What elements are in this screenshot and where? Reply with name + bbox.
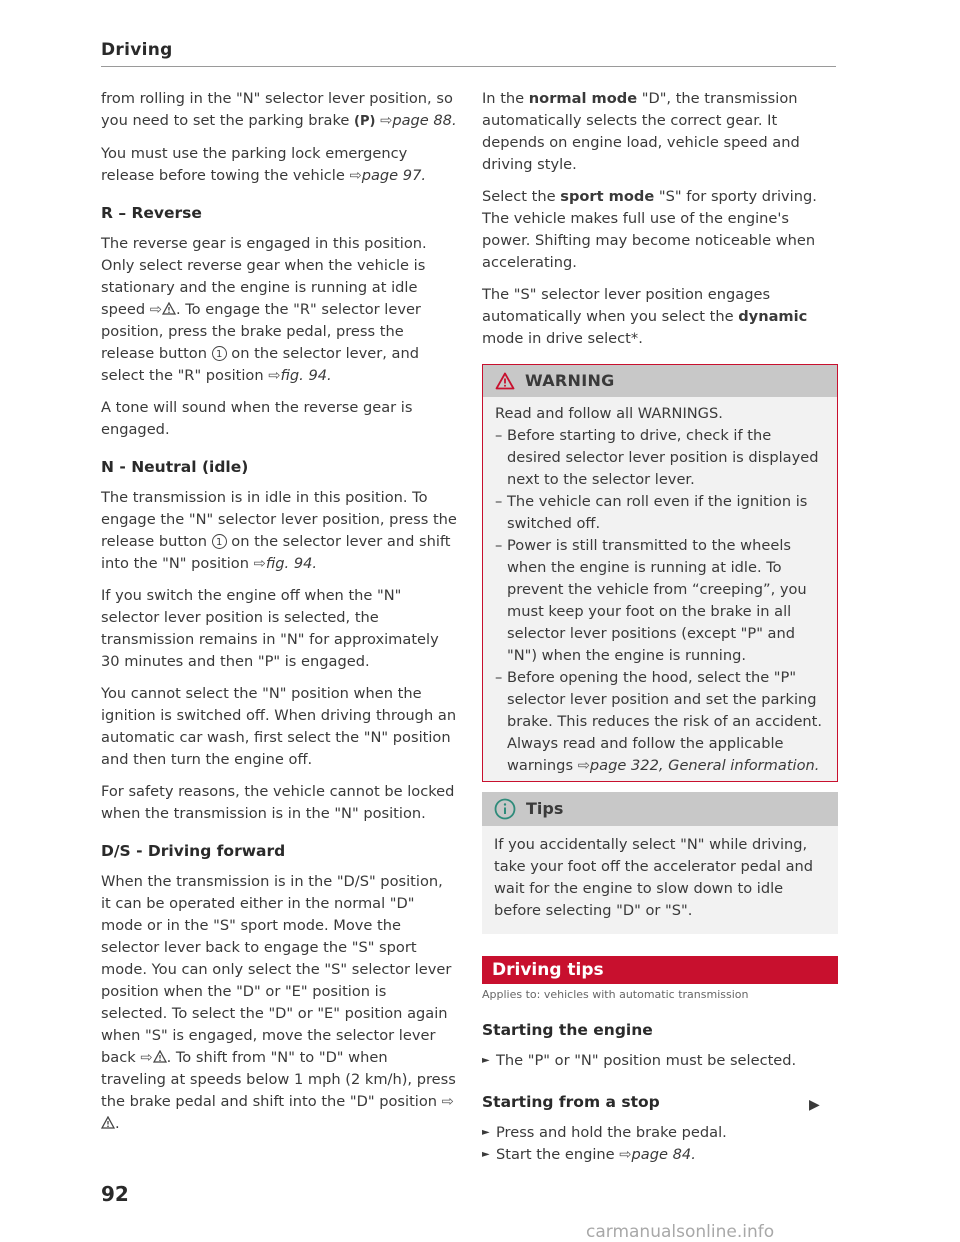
warning-triangle-icon[interactable] — [153, 1050, 167, 1063]
arrow-icon: ⇨ — [380, 112, 393, 129]
warning-box — [482, 364, 838, 782]
list-item: ► The "P" or "N" position must be selected. — [482, 1050, 838, 1072]
list-item: ► Press and hold the brake pedal. — [482, 1122, 838, 1144]
warning-intro: Read and follow all WARNINGS. — [495, 405, 723, 422]
paragraph: You must use the parking lock emergency release before towing the vehicle ⇨page 97. — [101, 145, 426, 184]
list-item: – Before starting to drive, check if the desired selector lever position is displayed next to the selector lever. — [495, 425, 825, 491]
arrow-icon: ⇨ — [140, 1049, 153, 1066]
section-title: Driving — [101, 40, 173, 60]
page-ref-link[interactable]: page 88. — [392, 112, 457, 129]
heading-starting-engine: Starting the engine — [482, 1021, 653, 1039]
paragraph: from rolling in the "N" selector lever position, so you need to set the parking brake (P) ⇨page 88. — [101, 90, 457, 129]
arrow-icon: ⇨ — [268, 367, 281, 384]
tips-body — [482, 826, 838, 934]
heading-reverse: R – Reverse — [101, 204, 202, 222]
warning-triangle-icon — [495, 372, 515, 390]
paragraph: When the transmission is in the "D/S" position, it can be operated either in the normal "D" mode or in the "S" sport mode. Move the selector lever back to engage the "S" sport mode. You can only select the "S" selector lever position when the "D" or "E" position is selected. To select the "D" or "E" position again when "S" is engaged, move the selector lever back ⇨ . To shift from "N" to "D" when traveling at speeds below 1 mph (2 km/h), press the brake pedal and shift into the "D" position ⇨. — [101, 873, 456, 1132]
parking-brake-icon: (P) — [354, 114, 376, 129]
page-number: 92 — [101, 1182, 129, 1206]
release-button-callout-icon: 1 — [212, 346, 227, 361]
warning-triangle-icon[interactable] — [162, 302, 176, 315]
arrow-icon: ⇨ — [441, 1093, 454, 1110]
tips-header — [482, 792, 838, 826]
heading-neutral: N - Neutral (idle) — [101, 458, 249, 476]
next-page-arrow-icon[interactable]: ▶ — [809, 1097, 820, 1113]
paragraph: Select the sport mode "S" for sporty driving. The vehicle makes full use of the engine's power. Shifting may become noticeable when accelerating. — [482, 188, 817, 271]
paragraph: The reverse gear is engaged in this position. Only select reverse gear when the vehicle is stationary and the engine is running at idle speed ⇨ . To engage the "R" selector lever position, press the brake pedal, press the release button 1 on the selector lever, and select the "R" position ⇨fig. 94. — [101, 235, 427, 384]
arrow-icon: ⇨ — [149, 301, 162, 318]
paragraph: A tone will sound when the reverse gear is engaged. — [101, 399, 413, 438]
warning-body — [483, 397, 837, 781]
applies-to-note: Applies to: vehicles with automatic transmission — [482, 988, 749, 1001]
info-icon — [494, 798, 516, 820]
paragraph: The transmission is in idle in this position. To engage the "N" selector lever position, press the release button 1 on the selector lever and shift into the "N" position ⇨fig. 94. — [101, 489, 457, 572]
arrow-icon: ⇨ — [619, 1146, 632, 1163]
tips-title: Tips — [526, 799, 564, 818]
list-item: – Before opening the hood, select the "P" selector lever position and set the parking brake. This reduces the risk of an accident. Always read and follow the applicable warnings ⇨page 322, General information. — [495, 667, 825, 777]
page-ref-link[interactable]: page 322, General information. — [589, 757, 820, 774]
page-header — [101, 40, 836, 67]
paragraph: If you switch the engine off when the "N" selector lever position is selected, the transmission remains in "N" for approximately 30 minutes and then "P" is engaged. — [101, 587, 439, 670]
paragraph: You cannot select the "N" position when the ignition is switched off. When driving through an automatic car wash, first select the "N" position and then turn the engine off. — [101, 685, 457, 768]
watermark: carmanualsonline.info — [586, 1222, 775, 1242]
arrow-icon: ⇨ — [577, 757, 590, 774]
heading-starting-stop: Starting from a stop — [482, 1093, 660, 1111]
arrow-icon: ⇨ — [253, 555, 266, 572]
list-item: ► Start the engine ⇨page 84. — [482, 1144, 838, 1166]
warning-header — [483, 365, 837, 397]
tips-box — [482, 792, 838, 934]
warning-triangle-icon[interactable] — [101, 1116, 115, 1129]
warning-list — [495, 425, 825, 777]
arrow-icon: ⇨ — [349, 167, 362, 184]
tips-text: If you accidentally select "N" while driving, take your foot off the accelerator pedal and wait for the engine to slow down to idle before selecting "D" or "S". — [494, 836, 814, 919]
page-ref-link[interactable]: page 97. — [361, 167, 426, 184]
left-column — [101, 88, 457, 1145]
heading-drive: D/S - Driving forward — [101, 842, 286, 860]
paragraph: For safety reasons, the vehicle cannot be locked when the transmission is in the "N" position. — [101, 783, 455, 822]
section-heading-bar: Driving tips — [482, 956, 838, 984]
figure-ref-link[interactable]: fig. 94. — [280, 367, 332, 384]
release-button-callout-icon: 1 — [212, 534, 227, 549]
paragraph: The "S" selector lever position engages automatically when you select the dynamic mode in drive select*. — [482, 286, 808, 347]
list-item: – The vehicle can roll even if the ignition is switched off. — [495, 491, 825, 535]
right-column — [482, 88, 838, 1166]
paragraph: In the normal mode "D", the transmission automatically selects the correct gear. It depends on engine load, vehicle speed and driving style. — [482, 90, 800, 173]
page-ref-link[interactable]: page 84. — [631, 1146, 696, 1163]
figure-ref-link[interactable]: fig. 94. — [265, 555, 318, 572]
warning-title: WARNING — [525, 371, 615, 390]
list-item: – Power is still transmitted to the wheels when the engine is running at idle. To prevent the vehicle from “creeping”, you must keep your foot on the brake in all selector lever positions (except "P" and "N") when the engine is running. — [495, 535, 825, 667]
